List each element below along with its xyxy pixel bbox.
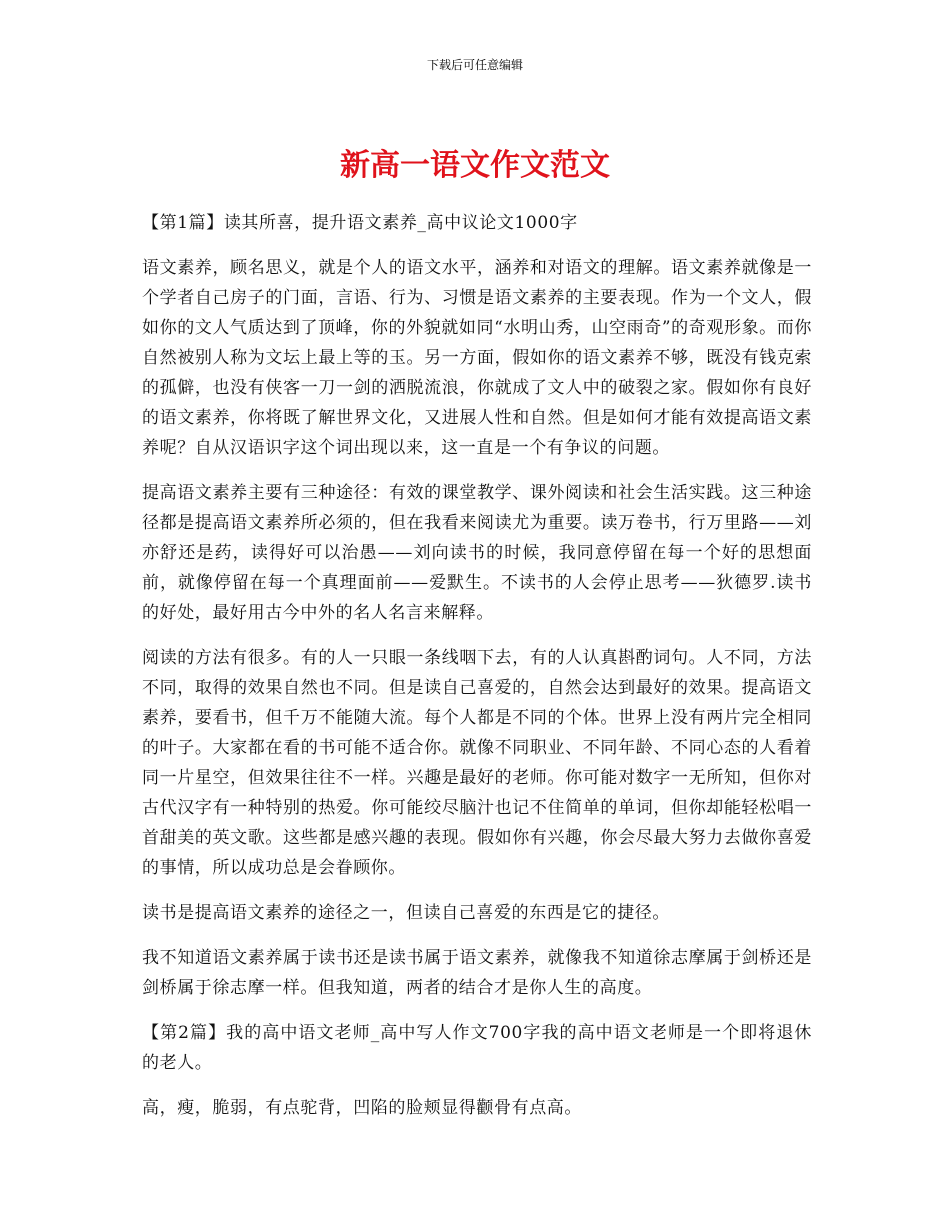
paragraph: 高，瘦，脆弱，有点驼背，凹陷的脸颊显得颧骨有点高。: [142, 1098, 582, 1118]
paragraph-article-1-heading: 【第1篇】读其所喜，提升语文素养_高中议论文1000字: [142, 213, 578, 233]
paragraph: 阅读的方法有很多。有的人一只眼一条线咽下去，有的人认真斟酌词句。人不同，方法不同，取得的效果自然也不同。但是读自己喜爱的，自然会达到最好的效果。提高语文素养，要看书，但千万不能随大流。每个人都是不同的个体。世界上没有两片完全相同的叶子。大家都在看的书可能不适合你。就像不同职业、不同年龄、不同心态的人看着同一片星空，但效果往往不一样。兴趣是最好的老师。你可能对数字一无所知，但你对古代汉字有一种特别的热爱。你可能绞尽脑汁也记不住简单的单词，但你却能轻松唱一首甜美的英文歌。这些都是感兴趣的表现。假如你有兴趣，你会尽最大努力去做你喜爱的事情，所以成功总是会眷顾你。: [142, 648, 812, 878]
document-body: [142, 208, 812, 1138]
paragraph: 提高语文素养主要有三种途径：有效的课堂教学、课外阅读和社会生活实践。这三种途径都是提高语文素养所必须的，但在我看来阅读尤为重要。读万卷书，行万里路——刘亦舒还是药，读得好可以治愚——刘向读书的时候，我同意停留在每一个好的思想面前，就像停留在每一个真理面前——爱默生。不读书的人会停止思考——狄德罗.读书的好处，最好用古今中外的名人名言来解释。: [142, 483, 812, 623]
document-title: 新高一语文作文范文: [340, 148, 610, 183]
header-note: 下载后可任意编辑: [426, 58, 523, 72]
paragraph: 我不知道语文素养属于读书还是读书属于语文素养，就像我不知道徐志摩属于剑桥还是剑桥属于徐志摩一样。但我知道，两者的结合才是你人生的高度。: [142, 948, 812, 998]
paragraph: 读书是提高语文素养的途径之一，但读自己喜爱的东西是它的捷径。: [142, 903, 670, 923]
paragraph-article-2-heading: 【第2篇】我的高中语文老师_高中写人作文700字我的高中语文老师是一个即将退休的老人。: [142, 1023, 812, 1073]
paragraph: 语文素养，顾名思义，就是个人的语文水平，涵养和对语文的理解。语文素养就像是一个学者自己房子的门面，言语、行为、习惯是语文素养的主要表现。作为一个文人，假如你的文人气质达到了顶峰，你的外貌就如同“水明山秀，山空雨奇”的奇观形象。而你自然被别人称为文坛上最上等的玉。另一方面，假如你的语文素养不够，既没有钱克索的孤僻，也没有侠客一刀一剑的洒脱流浪，你就成了文人中的破裂之家。假如你有良好的语文素养，你将既了解世界文化，又进展人性和自然。但是如何才能有效提高语文素养呢？自从汉语识字这个词出现以来，这一直是一个有争议的问题。: [142, 258, 812, 458]
